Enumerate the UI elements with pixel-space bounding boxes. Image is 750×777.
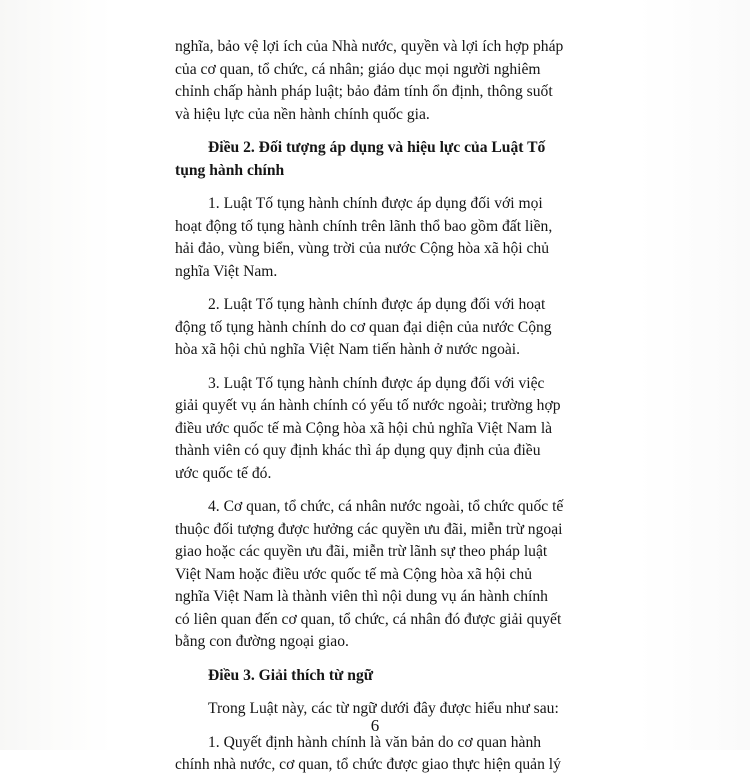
text-line: chính nhà nước, cơ quan, tổ chức được giao thực hiện quản lý [175,756,561,773]
text-line: 1. Quyết định hành chính là văn bản do cơ quan hành [208,733,542,751]
text-line: chỉnh chấp hành pháp luật; bảo đảm tính ổn định, thông suốt [175,83,553,100]
text-line: có liên quan đến cơ quan, tổ chức, cá nhân đó được giải quyết [175,610,562,628]
text-line: hải đảo, vùng biển, vùng trời của nước Cộng hòa xã hội chủ [175,240,549,257]
text-line: giải quyết vụ án hành chính có yếu tố nước ngoài; trường hợp [175,397,561,414]
text-line: điều ước quốc tế mà Cộng hòa xã hội chủ nghĩa Việt Nam là [175,419,553,437]
text-line: ước quốc tế đó. [175,464,272,482]
article-2-clause-1 [175,193,595,283]
text-line: của cơ quan, tổ chức, cá nhân; giáo dục mọi người nghiêm [175,60,541,78]
text-line: động tố tụng hành chính do cơ quan đại diện của nước Cộng [175,318,552,336]
article-2-clause-4 [175,496,595,654]
text-line: và hiệu lực của nền hành chính quốc gia. [175,105,430,123]
text-line: nghĩa Việt Nam. [175,262,278,280]
article-3-clause-1 [175,732,595,777]
text-line: hòa xã hội chủ nghĩa Việt Nam tiến hành ở nước ngoài. [175,341,521,358]
text-line: 2. Luật Tố tụng hành chính được áp dụng đối với hoạt [208,296,546,313]
heading-line: tụng hành chính [175,161,285,179]
article-2-heading [175,137,595,182]
text-line: hoạt động tố tụng hành chính trên lãnh thổ bao gồm đất liền, [175,217,553,235]
heading-line: Điều 2. Đối tượng áp dụng và hiệu lực của Luật Tố [208,139,546,156]
text-line: 3. Luật Tố tụng hành chính được áp dụng đối với việc [208,374,545,392]
heading-line: Điều 3. Giải thích từ ngữ [208,666,374,684]
text-line: 4. Cơ quan, tổ chức, cá nhân nước ngoài, tổ chức quốc tế [208,498,564,515]
text-line: thuộc đối tượng được hưởng các quyền ưu đãi, miễn trừ ngoại [175,520,563,538]
text-line: Việt Nam hoặc điều ước quốc tế mà Cộng hòa xã hội chủ [175,565,532,583]
page-body-text [175,36,595,777]
paragraph-continuation [175,36,595,126]
text-line: giao hoặc các quyền ưu đãi, miễn trừ lãnh sự theo pháp luật [175,543,548,560]
text-line: thành viên có quy định khác thì áp dụng quy định của điều [175,442,541,459]
article-2-clause-3 [175,373,595,486]
article-3-heading [175,665,595,688]
text-line: nghĩa, bảo vệ lợi ích của Nhà nước, quyền và lợi ích hợp pháp [175,38,564,55]
text-line: bằng con đường ngoại giao. [175,633,349,650]
page-number: 6 [370,716,380,735]
text-line: 1. Luật Tố tụng hành chính được áp dụng đối với mọi [208,195,543,212]
article-2-clause-2 [175,294,595,362]
text-line: Trong Luật này, các từ ngữ dưới đây được hiểu như sau: [208,700,559,717]
text-line: nghĩa Việt Nam là thành viên thì nội dung vụ án hành chính [175,588,548,605]
